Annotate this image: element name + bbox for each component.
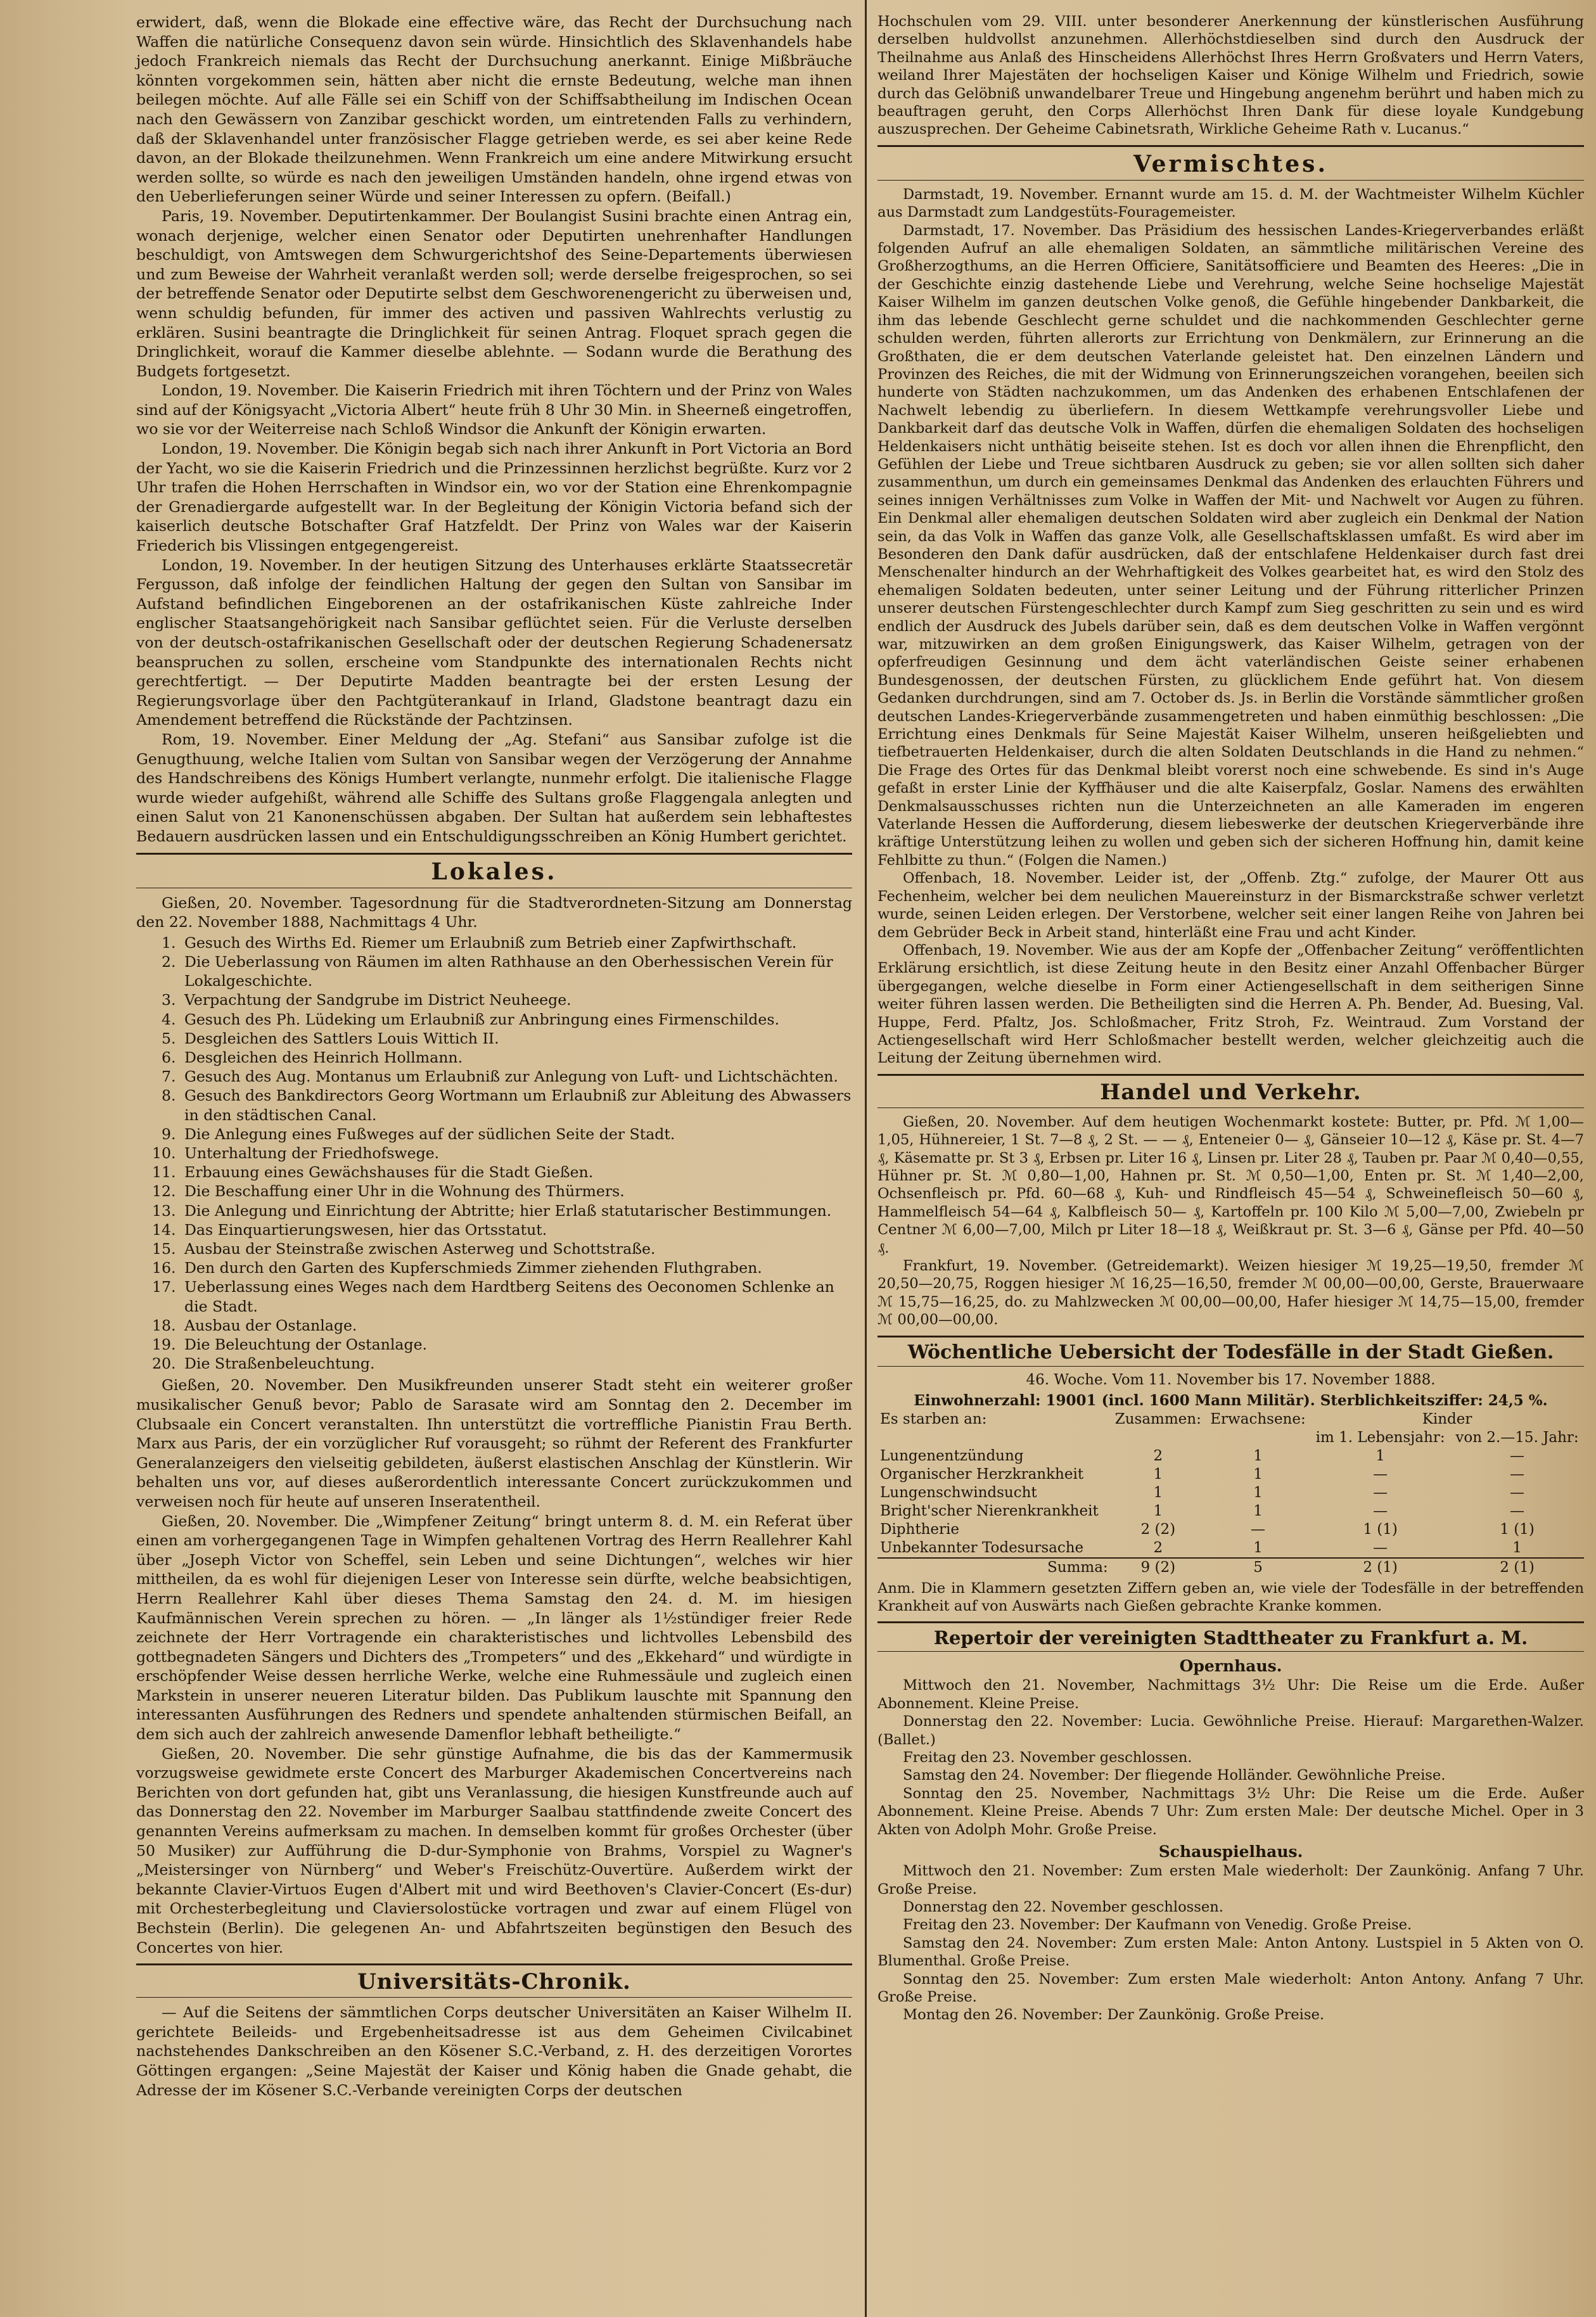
list-item: 14. Das Einquartierungswesen, hier das Ortsstatut. — [181, 1220, 852, 1239]
list-item: 7. Gesuch des Aug. Montanus um Erlaubniß zur Anlegung von Luft- und Lichtschächten. — [181, 1067, 852, 1086]
article-paragraph: London, 19. November. In der heutigen Sitzung des Unterhauses erklärte Staatssecretär Fergusson, daß infolge der feindlichen Haltung der gegen den Sultan von Sansibar im Aufstand befindlichen Eingeborenen an der ostafrikanischen Küste zahlreiche Inder englischer Staatsangehörigkeit nach Sansibar geflüchtet seien. Für die Verluste derselben von der deutsch-ostafrikanischen Gesellschaft oder der deutschen Regierung Schadenersatz beanspruchen zu sollen, erscheine vom Standpunkte des internationalen Rechts nicht gerechtfertigt. — Der Deputirte Madden beantragte bei der ersten Lesung der Regierungsvorlage über den Pachtgüterankauf in Irland, Gladstone beantragt dazu ein Amendement betreffend die Rückstände der Pachtzinsen. — [136, 556, 852, 729]
sum-children: 2 (1) — [1450, 1558, 1584, 1577]
article-paragraph: Gießen, 20. November. Die „Wimpfener Zeitung“ bringt unterm 8. d. M. ein Referat über einen am vorhergegangenen Tage in Wimpfen gehaltenen Vortrag des Herrn Reallehrer Kahl über „Joseph Victor von Scheffel, sein Leben und seine Dichtungen“, welches wir hier mittheilen, da es wohl für diejenigen Leser von Interesse sein dürfte, welche beabsichtigen, Herrn Reallehrer Kahl über dieses Thema Samstag den 24. d. M. im hiesigen Kaufmännischen Verein sprechen zu hören. — „In länger als 1½stündiger freier Rede zeichnete der Herr Vortragende ein charakteristisches und lichtvolles Lebensbild des gottbegnadeten Sängers und Dichters des „Trompeters“ und des „Ekkehard“ und würdigte in erschöpfender Weise dessen herrliche Werke, welche eine Ruhmessäule und zugleich einen Markstein in unserer neueren Literatur bilden. Das Publikum lauschte mit Spannung den interessanten Ausführungen des Redners und spendete anhaltenden stürmischen Beifall, an dem sich auch der zahlreich anwesende Damenflor lebhaft betheiligte.“ — [136, 1512, 852, 1744]
adults: 1 — [1253, 1465, 1263, 1483]
list-item: 11. Erbauung eines Gewächshauses für die Stadt Gießen. — [181, 1163, 852, 1182]
article-paragraph: Hochschulen vom 29. VIII. unter besonderer Anerkennung der künstlerischen Ausführung derselben huldvollst anzunehmen. Allerhöchstdieselben sind durch den Ausdruck der Theilnahme aus Anlaß des Hinscheidens Allerhöchst Ihres Herrn Großvaters und Herrn Vaters, weiland Ihrer Majestäten der hochseligen Kaiser und Könige Wilhelm und Friedrich, sowie durch das Gelöbniß unwandelbarer Treue und Hingebung angenehm berührt und haben mich zu beauftragen geruht, den Corps Allerhöchst Ihren Dank für diese loyale Kundgebung auszusprechen. Der Geheime Cabinetsrath, Wirkliche Geheime Rath v. Lucanus.“ — [878, 13, 1584, 138]
children: — — [1510, 1465, 1525, 1483]
cause: Bright'scher Nierenkrankheit — [880, 1502, 1099, 1519]
deaths-note: Anm. Die in Klammern gesetzten Ziffern geben an, wie viele der Todesfälle in der betreffenden Krankheit auf von Auswärts nach Gießen gebrachte Kranke kommen. — [878, 1580, 1584, 1615]
children: 1 — [1512, 1539, 1522, 1556]
deaths-table — [878, 1410, 1584, 1577]
table-header-row — [878, 1410, 1584, 1429]
table-sum-row — [878, 1558, 1584, 1577]
infants: 1 — [1376, 1447, 1385, 1464]
politics-block — [136, 13, 852, 846]
list-item: 8. Gesuch des Bankdirectors Georg Wortmann um Erlaubniß zur Ableitung des Abwassers in den städtischen Canal. — [181, 1086, 852, 1124]
list-item: 10. Unterhaltung der Friedhofswege. — [181, 1144, 852, 1163]
list-item: 4. Gesuch des Ph. Lüdeking um Erlaubniß zur Anbringung eines Firmenschildes. — [181, 1010, 852, 1029]
theater-schauspiel-heading: Schauspielhaus. — [1158, 1842, 1303, 1861]
infants: — — [1373, 1465, 1388, 1483]
header-adults: Erwachsene: — [1210, 1410, 1306, 1427]
section-title-handel: Handel und Verkehr. — [878, 1074, 1584, 1108]
deaths-title: Wöchentliche Uebersicht der Todesfälle in der Stadt Gießen. — [878, 1336, 1584, 1367]
cause: Organischer Herzkrankheit — [880, 1465, 1084, 1483]
article-paragraph: London, 19. November. Die Kaiserin Friedrich mit ihren Töchtern und der Prinz von Wales sind auf der Königsyacht „Victoria Albert“ heute früh 8 Uhr 30 Min. in Sheerneß eingetroffen, wo sie vor der Weiterreise nach Schloß Windsor die Ankunft der Königin erwarten. — [136, 381, 852, 438]
header-children-older: von 2.—15. Jahr: — [1455, 1429, 1579, 1446]
total: 2 — [1153, 1447, 1163, 1464]
adults: 1 — [1253, 1484, 1263, 1501]
article-paragraph: London, 19. November. Die Königin begab sich nach ihrer Ankunft in Port Victoria an Bord der Yacht, wo sie die Kaiserin Friedrich und die Prinzessinnen herzlichst begrüßte. Kurz vor 2 Uhr trafen die Hohen Herrschaften in Windsor ein, wo vor der Station eine Ehrenkompagnie der Grenadiergarde aufgestellt war. In der Begleitung der Königin Victoria befand sich der kaiserlich deutsche Botschafter Graf Hatzfeldt. Der Prinz von Wales war der Kaiserin Friederich bis Vlissingen entgegengereist. — [136, 440, 852, 555]
cause: Lungenentzündung — [880, 1447, 1024, 1464]
total: 2 (2) — [1140, 1521, 1176, 1538]
agenda-intro: Gießen, 20. November. Tagesordnung für die Stadtverordneten-Sitzung am Donnerstag den 22. November 1888, Nachmittags 4 Uhr. — [136, 893, 852, 931]
total: 1 — [1153, 1465, 1163, 1483]
list-item: Donnerstag den 22. November: Lucia. Gewöhnliche Preise. Hierauf: Margarethen-Walzer. (Ballet.) — [878, 1713, 1584, 1748]
children: — — [1510, 1502, 1525, 1519]
list-item: 6. Desgleichen des Heinrich Hollmann. — [181, 1048, 852, 1067]
list-item: Freitag den 23. November geschlossen. — [903, 1749, 1192, 1766]
header-cause: Es starben an: — [880, 1410, 987, 1427]
market-report: Gießen, 20. November. Auf dem heutigen Wochenmarkt kostete: Butter, pr. Pfd. ℳ 1,00—1,05, Hühnereier, 1 St. 7—8 ₰, 2 St. — — ₰, Enteneier 0— ₰, Gänseier 10—12 ₰, Käse pr. St. 4—7 ₰, Käsematte pr. St 3 ₰, Erbsen pr. Liter 16 ₰, Linsen pr. Liter 28 ₰, Tauben pr. Paar ℳ 0,40—0,55, Hühner pr. St. ℳ 0,80—1,00, Hahnen pr. St. ℳ 0,50—1,00, Enten pr. St. ℳ 1,40—2,00, Ochsenfleisch pr. Pfd. 60—68 ₰, Kuh- und Rindfleisch 45—54 ₰, Schweinefleisch 50—60 ₰, Hammelfleisch 54—64 ₰, Kalbfleisch 50— ₰, Kartoffeln pr. 100 Kilo ℳ 5,00—7,00, Zwiebeln pr Centner ℳ 6,00—7,00, Milch pr Liter 18—18 ₰, Weißkraut pr. St. 3—6 ₰, Gänse per Pfd. 40—50 ₰. — [878, 1113, 1584, 1256]
article-paragraph: Darmstadt, 17. November. Das Präsidium des hessischen Landes-Kriegerverbandes erläßt folgenden Aufruf an alle ehemaligen Soldaten, an sämmtliche militärischen Vereine des Großherzogthums, an die Herren Officiere, Sanitätsofficiere und Beamten des Heeres: „Die in der Geschichte einzig dastehende Liebe und Verehrung, welche Seine hochselige Majestät Kaiser Wilhelm im ganzen deutschen Volke genoß, die Gefühle hingebender Dankbarkeit, die ihm das lebende Geschlecht gerne schuldet und die nachkommenden Geschlechter gerne schulden werden, führten allerorts zur Errichtung von Denkmälern, zur Erinnerung an die Großthaten, die er dem deutschen Vaterlande geleistet hat. Den einzelnen Ländern und Provinzen des Reiches, die mit der Widmung von Erinnerungszeichen vorangehen, beeilen sich hunderte von Städten nachzukommen, um das Andenken des erhabenen Entschlafenen der Nachwelt lebendig zu überliefern. In diesem Wettkampfe verehrungsvoller Liebe und Dankbarkeit darf das deutsche Volk in Waffen, dürfen die ehemaligen Soldaten des hochseligen Heldenkaisers nicht unthätig beiseite stehen. Ist es doch vor allen ihnen die Ehrenpflicht, den Gefühlen der Liebe und Treue sichtbaren Ausdruck zu geben; sie vor allen sollten sich daher zusammenthun, um durch ein gemeinsames Denkmal das Andenken des erlauchten Führers und seines innigen Verhältnisses zum Volke in Waffen der Mit- und Nachwelt vor Augen zu führen. Ein Denkmal aller ehemaligen deutschen Soldaten wird aber zugleich ein Denkmal der Nation sein, da das Volk in Waffen das ganze Volk, alle Gesellschaftsklassen umfaßt. Es wird aber im Besonderen den Dank dafür ausdrücken, daß der entschlafene Heldenkaiser durch fast drei Menschenalter hindurch an der Wehrhaftigkeit des Volkes gearbeitet hat, es wird den Stolz des ehemaligen Soldaten bedeuten, unter seiner Leitung und der Führung ritterlicher Prinzen unserer deutschen Fürstengeschlechter durch Kampf zum Sieg geschritten zu sein und es wird endlich der Ausdruck des Jubels darüber sein, daß es dem deutschen Volke in Waffen vergönnt war, mitzuwirken an dem großen Einigungswerk, das Kaiser Wilhelm, getragen von der opferfreudigen Gesinnung und dem ächt vaterländischen Geiste seiner erhabenen Bundesgenossen, der deutschen Fürsten, zu glücklichem Ende geführt hat. Von diesem Gedanken durchdrungen, sind am 7. October ds. Js. in Berlin die Vorstände sämmtlicher großen deutschen Landes-Kriegerverbände zusammengetreten und haben einmüthig beschlossen: „Die Errichtung eines Denkmals für Seine Majestät Kaiser Wilhelm, unseren heißgeliebten und tiefbetrauerten Heldenkaiser, durch die alten Soldaten Deutschlands in die Hand zu nehmen.“ Die Frage des Ortes für das Denkmal bleibt vorerst noch eine schwebende. Es sind in's Auge gefaßt in erster Linie der Kyffhäuser und die alte Kaiserpfalz, Goslar. Namens des erwählten Denkmalsausschusses richten nun die Unterzeichneten an alle Kameraden im engeren Vaterlande Hessen die Aufforderung, diesem liebeswerke der deutschen Kriegerverbände ihre kräftige Unterstützung leihen zu wollen und geben sich der sicheren Hoffnung hin, damit keine Fehlbitte zu thun.“ (Folgen die Namen.) — [878, 222, 1584, 869]
sum-label: Summa: — [878, 1558, 1111, 1577]
table-row — [878, 1539, 1584, 1558]
section-title-lokales: Lokales. — [136, 853, 852, 888]
table-header-row — [878, 1429, 1584, 1447]
list-item: Mittwoch den 21. November: Zum ersten Male wiederholt: Der Zaunkönig. Anfang 7 Uhr. Große Preise. — [878, 1863, 1584, 1898]
infants: 1 (1) — [1363, 1521, 1398, 1538]
sum-total: 9 (2) — [1111, 1558, 1206, 1577]
column-rule — [865, 0, 867, 2317]
table-row — [878, 1447, 1584, 1465]
article-paragraph: Offenbach, 18. November. Leider ist, der „Offenb. Ztg.“ zufolge, der Maurer Ott aus Fechenheim, welcher bei dem neulichen Mauereinsturz in der Bismarckstraße schwer verletzt wurde, seinen Leiden erlegen. Der Verstorbene, welcher seit einer langen Reihe von Jahren bei dem Gebrüder Beck in Arbeit stand, hinterläßt eine Frau und acht Kinder. — [878, 870, 1584, 941]
list-item: 9. Die Anlegung eines Fußweges auf der südlichen Seite der Stadt. — [181, 1125, 852, 1144]
adults: 1 — [1253, 1447, 1263, 1464]
list-item: 3. Verpachtung der Sandgrube im District Neuheege. — [181, 990, 852, 1009]
children: — — [1510, 1447, 1525, 1464]
children: — — [1510, 1484, 1525, 1501]
list-item: Montag den 26. November: Der Zaunkönig. Große Preise. — [903, 2007, 1325, 2024]
list-item: Sonntag den 25. November: Zum ersten Male wiederholt: Anton Antony. Anfang 7 Uhr. Große Preise. — [878, 1970, 1584, 2005]
theater-opera-heading: Opernhaus. — [1179, 1657, 1282, 1676]
list-item: 19. Die Beleuchtung der Ostanlage. — [181, 1335, 852, 1354]
list-item: Samstag den 24. November: Der fliegende Holländer. Gewöhnliche Preise. — [903, 1767, 1446, 1784]
adults: 1 — [1253, 1502, 1263, 1519]
article-paragraph: — Auf die Seitens der sämmtlichen Corps deutscher Universitäten an Kaiser Wilhelm II. gerichtete Beileids- und Ergebenheitsadresse ist aus dem Geheimen Civilcabinet nachstehendes Dankschreiben an den Kösener S.C.-Verband, z. H. des derzeitigen Vorortes Göttingen ergangen: „Seine Majestät der Kaiser und König haben die Gnade gehabt, die Adresse der im Kösener S.C.-Verbande vereinigten Corps der deutschen — [136, 2003, 852, 2099]
infants: — — [1373, 1484, 1388, 1501]
list-item: Samstag den 24. November: Zum ersten Male: Anton Antony. Lustspiel in 5 Akten von O. Blumenthal. Große Preise. — [878, 1934, 1584, 1970]
deaths-population: Einwohnerzahl: 19001 (incl. 1600 Mann Militär). Sterblichkeitsziffer: 24,5 %. — [914, 1391, 1548, 1409]
left-column — [136, 13, 852, 2100]
header-children: Kinder — [1422, 1410, 1472, 1427]
list-item: Freitag den 23. November: Der Kaufmann von Venedig. Große Preise. — [903, 1917, 1412, 1934]
sum-adults: 5 — [1206, 1558, 1310, 1577]
list-item: 16. Den durch den Garten des Kupferschmieds Zimmer ziehenden Fluthgraben. — [181, 1258, 852, 1277]
adults: — — [1251, 1521, 1265, 1538]
deaths-week: 46. Woche. Vom 11. November bis 17. November 1888. — [1026, 1371, 1436, 1388]
list-item: 2. Die Ueberlassung von Räumen im alten Rathhause an den Oberhessischen Verein für Lokalgeschichte. — [181, 952, 852, 990]
market-report: Frankfurt, 19. November. (Getreidemarkt). Weizen hiesiger ℳ 19,25—19,50, fremder ℳ 20,50—20,75, Roggen hiesiger ℳ 16,25—16,50, fremder ℳ 00,00—00,00, Gerste, Brauerwaare ℳ 15,75—16,25, do. zu Mahlzwecken ℳ 00,00—00,00, Hafer hiesiger ℳ 14,75—15,00, fremder ℳ 00,00—00,00. — [878, 1258, 1584, 1329]
total: 2 — [1153, 1539, 1163, 1556]
infants: — — [1373, 1539, 1388, 1556]
cause: Unbekannter Todesursache — [880, 1539, 1084, 1556]
table-row — [878, 1502, 1584, 1521]
list-item: 15. Ausbau der Steinstraße zwischen Asterweg und Schottstraße. — [181, 1239, 852, 1258]
list-item: Donnerstag den 22. November geschlossen. — [903, 1898, 1223, 1915]
article-paragraph: Darmstadt, 19. November. Ernannt wurde am 15. d. M. der Wachtmeister Wilhelm Küchler aus Darmstadt zum Landgestüts-Fouragemeister. — [878, 186, 1584, 221]
article-paragraph: Paris, 19. November. Deputirtenkammer. Der Boulangist Susini brachte einen Antrag ein, wonach derjenige, welcher einen Senator oder Deputirten unehrenhafter Handlungen beschuldigt, von Amtswegen dem Schwurgerichtshof des Seine-Departements überwiesen und zum Beweise der Wahrheit veranlaßt werden soll; werde derselbe freigesprochen, so sei der betreffende Senator oder Deputirte selbst dem Geschworenengericht zu überweisen und, wenn schuldig befunden, für immer des activen und passiven Wahlrechts verlustig zu erklären. Susini beantragte die Dringlichkeit für seinen Antrag. Floquet sprach gegen die Dringlichkeit, worauf die Kammer dieselbe ablehnte. — Sodann wurde die Berathung des Budgets fortgesetzt. — [136, 207, 852, 380]
children: 1 (1) — [1500, 1521, 1535, 1538]
adults: 1 — [1253, 1539, 1263, 1556]
infants: — — [1373, 1502, 1388, 1519]
article-paragraph: Gießen, 20. November. Den Musikfreunden unserer Stadt steht ein weiterer großer musikalischer Genuß bevor; Pablo de Sarasate wird am Sonntag den 2. December im Clubsaale ein Concert veranstalten. Ihn unterstützt die vortreffliche Pianistin Frau Berth. Marx aus Paris, der ein vorzüglicher Ruf vorausgeht; so rühmt der Referent des Frankfurter Generalanzeigers den vielseitig gebildeten, äußerst elastischen Anschlag der Künstlerin. Wir behalten uns vor, auf dieses außerordentlich interessante Concert zurückzukommen und verweisen noch für heute auf unseren Inseratentheil. — [136, 1376, 852, 1510]
article-paragraph: Offenbach, 19. November. Wie aus der am Kopfe der „Offenbacher Zeitung“ veröffentlichten Erklärung ersichtlich, ist diese Zeitung heute in den Besitz einer Anzahl Offenbacher Bürger übergegangen, welche dieselbe in Form einer Actiengesellschaft in dem seitherigen Sinne weiter führen lassen werden. Die Betheiligten sind die Herren A. Ph. Bender, Ad. Buesing, Val. Huppe, Ferd. Pfaltz, Jos. Schloßmacher, Fritz Stroh, Fz. Weintraud. Zum Vorstand der Actiengesellschaft wird Herr Schloßmacher bestellt werden, welcher gleichzeitig auch die Leitung der Zeitung übernehmen wird. — [878, 941, 1584, 1067]
list-item: 17. Ueberlassung eines Weges nach dem Hardtberg Seitens des Oeconomen Schlenke an die Stadt. — [181, 1277, 852, 1315]
total: 1 — [1153, 1502, 1163, 1519]
agenda-list — [136, 933, 852, 1374]
right-column — [878, 13, 1584, 2024]
section-title-universitaet: Universitäts-Chronik. — [136, 1963, 852, 1998]
header-children-infant: im 1. Lebensjahr: — [1315, 1429, 1445, 1446]
list-item: 12. Die Beschaffung einer Uhr in die Wohnung des Thürmers. — [181, 1182, 852, 1201]
article-paragraph: Rom, 19. November. Einer Meldung der „Ag. Stefani“ aus Sansibar zufolge ist die Genugthuung, welche Italien vom Sultan von Sansibar wegen der Verzögerung der Annahme des Handschreibens des Königs Humbert verlangte, nunmehr erfolgt. Die italienische Flagge wurde wieder aufgehißt, während alle Schiffe des Sultans große Flaggengala anlegten und einen Salut von 21 Kanonenschüssen abgaben. Der Sultan hat außerdem sein lebhaftestes Bedauern ausdrücken lassen und ein Entschuldigungsschreiben an König Humbert gerichtet. — [136, 730, 852, 845]
sum-infants: 2 (1) — [1310, 1558, 1450, 1577]
list-item: 5. Desgleichen des Sattlers Louis Wittich II. — [181, 1029, 852, 1048]
cause: Diphtherie — [880, 1521, 959, 1538]
list-item: Mittwoch den 21. November, Nachmittags 3½ Uhr: Die Reise um die Erde. Außer Abonnement. Kleine Preise. — [878, 1677, 1584, 1712]
list-item: Sonntag den 25. November, Nachmittags 3½ Uhr: Die Reise um die Erde. Außer Abonnement. Kleine Preise. Abends 7 Uhr: Zum ersten Male: Der deutsche Michel. Oper in 3 Akten von Adolph Mohr. Große Preise. — [878, 1785, 1584, 1838]
list-item: 18. Ausbau der Ostanlage. — [181, 1316, 852, 1335]
list-item: 20. Die Straßenbeleuchtung. — [181, 1354, 852, 1373]
table-row — [878, 1484, 1584, 1502]
table-row — [878, 1465, 1584, 1484]
table-row — [878, 1521, 1584, 1539]
total: 1 — [1153, 1484, 1163, 1501]
theater-title: Repertoir der vereinigten Stadttheater zu Frankfurt a. M. — [878, 1621, 1584, 1652]
section-title-vermischtes: Vermischtes. — [878, 145, 1584, 181]
list-item: 1. Gesuch des Wirths Ed. Riemer um Erlaubniß zum Betrieb einer Zapfwirthschaft. — [181, 933, 852, 952]
cause: Lungenschwindsucht — [880, 1484, 1037, 1501]
article-paragraph: Gießen, 20. November. Die sehr günstige Aufnahme, die bis das der Kammermusik vorzugsweise gewidmete erste Concert des Marburger Akademischen Concertvereins nach Berichten von dort gefunden hat, gibt uns Veranlassung, die hiesigen Kunstfreunde auch auf das Donnerstag den 22. November im Marburger Saalbau stattfindende zweite Concert des genannten Vereins aufmerksam zu machen. In demselben kommt für großes Orchester (über 50 Musiker) zur Aufführung die D-dur-Symphonie von Brahms, Vorspiel zu Wagner's „Meistersinger von Nürnberg“ und Weber's Freischütz-Ouvertüre. Außerdem wirkt der bekannte Clavier-Virtuos Eugen d'Albert mit und wird Beethoven's Clavier-Concert (Es-dur) mit Orchesterbegleitung und Claviersolostücke vortragen und zwar auf einem Flügel von Bechstein (Berlin). Die gelegenen An- und Abfahrtszeiten begünstigen den Besuch des Concertes von hier. — [136, 1744, 852, 1956]
header-total: Zusammen: — [1114, 1410, 1201, 1427]
article-paragraph: erwidert, daß, wenn die Blokade eine effective wäre, das Recht der Durchsuchung nach Waffen die natürliche Consequenz davon sein würde. Hinsichtlich des Sklavenhandels habe jedoch Frankreich niemals das Recht der Durchsuchung anerkannt. Einige Mißbräuche könnten vorgekommen sein, hätten aber nicht die ernste Bedeutung, welche man ihnen beilegen möchte. Auf alle Fälle sei ein Schiff von der Schiffsabtheilung im Indischen Ocean nach den Gewässern von Zanzibar geschickt worden, um eintretenden Falls zu verhindern, daß der Sklavenhandel unter französischer Flagge getrieben werde, es sei aber keine Rede davon, an der Blokade theilzunehmen. Wenn Frankreich um eine andere Mitwirkung ersucht werden sollte, so würde es nach den jeweiligen Umständen handeln, ohne irgend etwas von den Ueberlieferungen seiner Würde und seiner Interessen zu opfern. (Beifall.) — [136, 13, 852, 206]
list-item: 13. Die Anlegung und Einrichtung der Abtritte; hier Erlaß statutarischer Bestimmungen. — [181, 1201, 852, 1220]
